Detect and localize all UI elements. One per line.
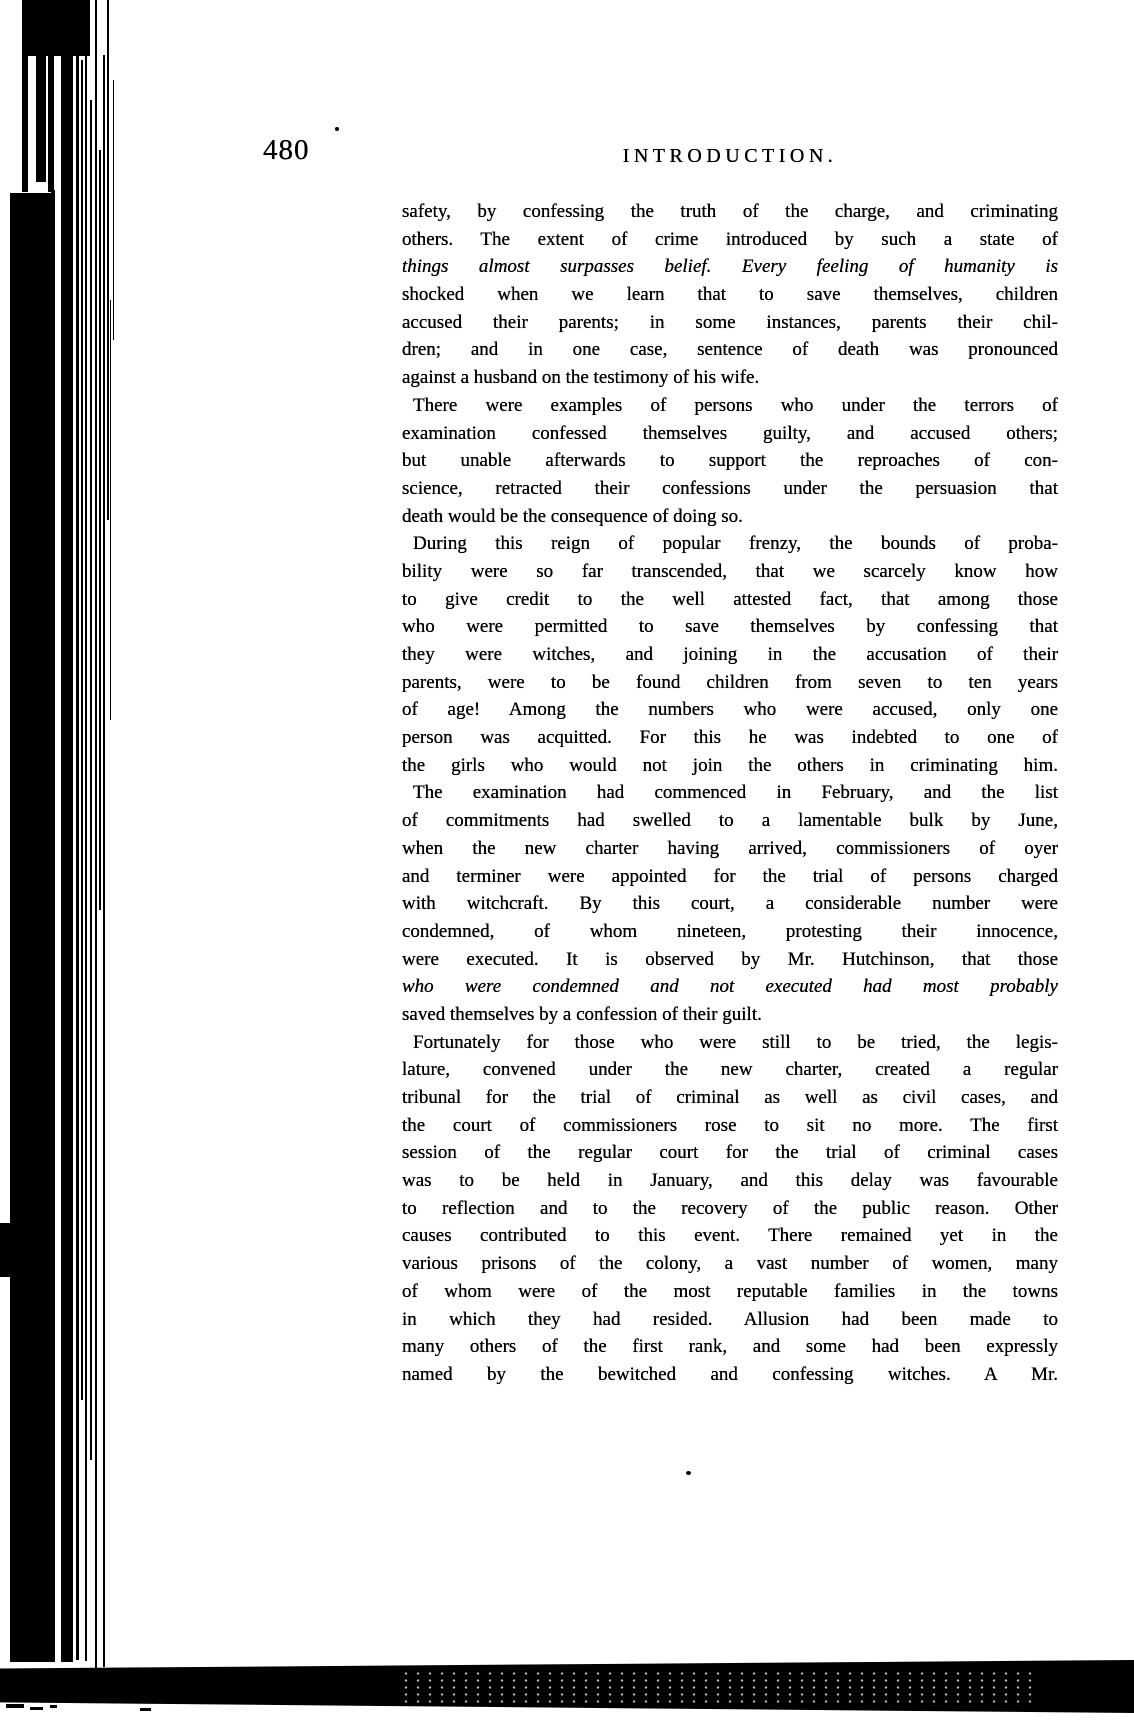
text-line: in which they had resided. Allusion had been made to xyxy=(402,1308,1058,1330)
text-line: Fortunately for those who were still to be tried, the legis- xyxy=(413,1031,1058,1053)
text-line: named by the bewitched and confessing witches. A Mr. xyxy=(402,1363,1058,1385)
text-line: session of the regular court for the trial of criminal cases xyxy=(402,1142,1058,1164)
text-line: saved themselves by a confession of their guilt. xyxy=(402,1003,762,1025)
text-line: were executed. It is observed by Mr. Hutchinson, that those xyxy=(402,948,1058,970)
ink-speck xyxy=(335,127,339,131)
binding-bar xyxy=(113,80,114,340)
paragraph xyxy=(402,198,1058,392)
text-line: but unable afterwards to support the reproaches of con- xyxy=(402,450,1058,472)
paragraph xyxy=(402,392,1058,530)
binding-bar xyxy=(95,0,97,1695)
paragraph xyxy=(402,779,1058,1028)
text-line: accused their parents; in some instances, parents their chil- xyxy=(402,311,1058,333)
text-line: who were condemned and not executed had most probably xyxy=(402,976,1058,998)
binding-bar xyxy=(61,0,73,1662)
page-number: 480 xyxy=(263,134,310,166)
paragraph xyxy=(402,530,1058,779)
binding-bar xyxy=(90,100,92,1460)
text-line: others. The extent of crime introduced by such a state of xyxy=(402,228,1058,250)
text-line: dren; and in one case, sentence of death was pronounced xyxy=(402,339,1058,361)
text-line: safety, by confessing the truth of the charge, and criminating xyxy=(402,201,1058,222)
text-line: the court of commissioners rose to sit no more. The first xyxy=(402,1114,1058,1136)
binding-bar xyxy=(103,55,105,1667)
binding-bar xyxy=(28,0,90,56)
text-line: to reflection and to the recovery of the public reason. Other xyxy=(402,1197,1058,1219)
text-line: The examination had commenced in February, and the list xyxy=(413,782,1058,804)
binding-bar xyxy=(22,0,28,192)
text-line: to give credit to the well attested fact, that among those xyxy=(402,588,1058,610)
text-line: shocked when we learn that to save themselves, children xyxy=(402,284,1058,306)
text-line: with witchcraft. By this court, a considerable number were xyxy=(402,893,1058,915)
text-line: of whom were of the most reputable families in the towns xyxy=(402,1280,1058,1302)
text-line: person was acquitted. For this he was indebted to one of xyxy=(402,727,1058,749)
text-line: tribunal for the trial of criminal as well as civil cases, and xyxy=(402,1087,1058,1108)
binding-bar xyxy=(0,1223,50,1277)
binding-bar xyxy=(140,1708,151,1711)
paragraph xyxy=(402,1029,1058,1389)
text-line: who were permitted to save themselves by confessing that xyxy=(402,616,1058,638)
binding-bar xyxy=(48,10,54,192)
running-head: INTRODUCTION. xyxy=(622,145,838,167)
binding-bar xyxy=(110,300,111,720)
body-text xyxy=(402,198,1058,1389)
ink-speck xyxy=(686,1471,691,1475)
text-line: when the new charter having arrived, commissioners of oyer xyxy=(402,837,1058,859)
binding-bar xyxy=(85,0,87,1661)
text-line: parents, were to be found children from seven to ten years xyxy=(402,671,1058,693)
text-line: condemned, of whom nineteen, protesting their innocence, xyxy=(402,920,1058,942)
binding-bar xyxy=(51,190,55,1662)
text-line: of age! Among the numbers who were accused, only one xyxy=(402,699,1058,721)
text-line: and terminer were appointed for the trial of persons charged xyxy=(402,865,1058,887)
binding-bar xyxy=(6,1704,24,1708)
text-line: examination confessed themselves guilty, and accused others; xyxy=(402,422,1058,444)
binding-bar xyxy=(81,60,83,1400)
text-line: they were witches, and joining in the accusation of their xyxy=(402,644,1058,665)
binding-bar xyxy=(30,1707,43,1710)
binding-bar xyxy=(99,150,101,910)
text-line: was to be held in January, and this delay was favourable xyxy=(402,1170,1058,1192)
text-line: bility were so far transcended, that we scarcely know how xyxy=(402,560,1058,582)
text-line: lature, convened under the new charter, created a regular xyxy=(402,1059,1058,1081)
text-line: many others of the first rank, and some had been expressly xyxy=(402,1336,1058,1358)
binding-bar xyxy=(107,0,109,520)
text-line: against a husband on the testimony of his wife. xyxy=(402,367,760,389)
binding-bar xyxy=(50,1705,57,1708)
bottom-scan-band xyxy=(0,1660,1134,1713)
text-line: science, retracted their confessions under the persuasion that xyxy=(402,477,1058,499)
binding-bar xyxy=(76,15,79,1660)
scan-noise-texture xyxy=(400,1670,1040,1706)
text-line: things almost surpasses belief. Every feeling of humanity is xyxy=(402,256,1058,278)
text-line: During this reign of popular frenzy, the bounds of proba- xyxy=(413,533,1058,555)
text-line: the girls who would not join the others in criminating him. xyxy=(402,754,1058,776)
text-line: death would be the consequence of doing so. xyxy=(402,505,743,527)
binding-bar xyxy=(36,50,46,182)
text-line: causes contributed to this event. There remained yet in the xyxy=(402,1225,1058,1247)
text-line: There were examples of persons who under the terrors of xyxy=(413,394,1058,416)
text-line: of commitments had swelled to a lamentable bulk by June, xyxy=(402,810,1058,832)
binding-bar xyxy=(10,193,51,1662)
text-line: various prisons of the colony, a vast number of women, many xyxy=(402,1253,1058,1275)
